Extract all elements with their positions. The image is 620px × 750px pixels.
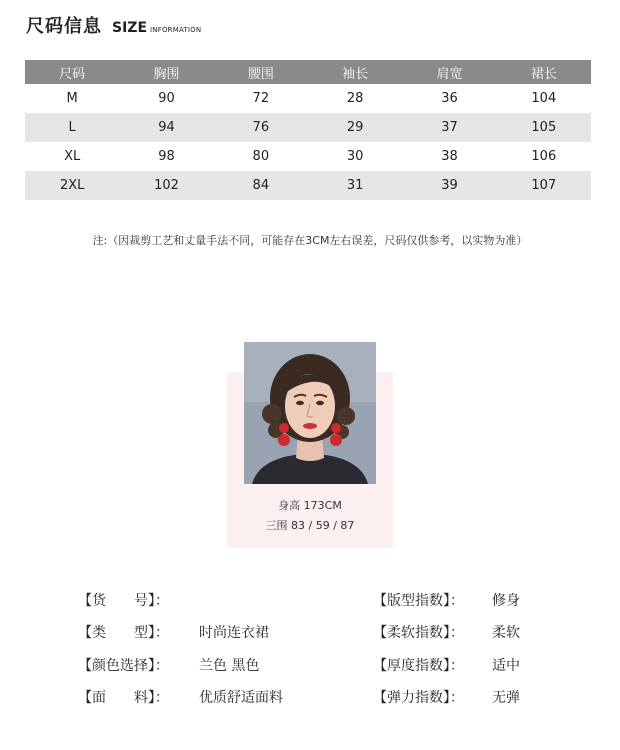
column-header-size: 尺码	[25, 60, 119, 84]
table-cell: 38	[402, 142, 496, 171]
table-cell: XL	[25, 142, 119, 171]
column-header-waist: 腰围	[214, 60, 308, 84]
column-header-sleeve: 袖长	[308, 60, 402, 84]
table-cell: 36	[402, 84, 496, 113]
model-info	[227, 496, 393, 536]
spec-label-softness: 【柔软指数】：	[373, 625, 464, 641]
table-cell: 94	[119, 113, 213, 142]
spec-value-thickness: 适中	[492, 658, 520, 674]
size-note: 注:（因裁剪工艺和丈量手法不同，可能存在3CM左右误差，尺码仅供参考，以实物为准）	[92, 234, 528, 247]
spec-value-softness: 柔软	[492, 625, 520, 641]
table-row	[25, 113, 591, 142]
table-row	[25, 84, 591, 113]
spec-row	[0, 655, 620, 685]
spec-value-type: 时尚连衣裙	[199, 625, 269, 641]
spec-label-thickness: 【厚度指数】：	[373, 658, 464, 674]
spec-label-item-number: 【货 号】：	[78, 593, 169, 609]
table-row	[25, 171, 591, 200]
section-title-en-small: INFORMATION	[150, 26, 202, 34]
table-cell: 28	[308, 84, 402, 113]
spec-label-fit: 【版型指数】：	[373, 593, 464, 609]
table-row	[25, 142, 591, 171]
spec-label-colors: 【颜色选择】：	[78, 658, 169, 674]
spec-row	[0, 590, 620, 620]
column-header-length: 裙长	[497, 60, 591, 84]
table-cell: 98	[119, 142, 213, 171]
table-cell: 105	[497, 113, 591, 142]
table-cell: 29	[308, 113, 402, 142]
table-cell: 2XL	[25, 171, 119, 200]
size-table-header-row	[25, 60, 591, 84]
spec-label-type: 【类 型】：	[78, 625, 169, 641]
table-cell: 72	[214, 84, 308, 113]
column-header-shoulder: 肩宽	[402, 60, 496, 84]
spec-row	[0, 687, 620, 717]
table-cell: 107	[497, 171, 591, 200]
table-cell: 30	[308, 142, 402, 171]
size-table	[25, 60, 591, 200]
spec-value-elasticity: 无弹	[492, 690, 520, 706]
section-header	[26, 12, 201, 42]
spec-label-fabric: 【面 料】：	[78, 690, 169, 706]
spec-row	[0, 622, 620, 652]
table-cell: 90	[119, 84, 213, 113]
spec-value-colors: 兰色 黑色	[199, 658, 260, 674]
table-cell: M	[25, 84, 119, 113]
column-header-bust: 胸围	[119, 60, 213, 84]
table-cell: 102	[119, 171, 213, 200]
spec-value-fit: 修身	[492, 593, 520, 609]
section-title-en: SIZE	[112, 20, 148, 36]
section-title-cn: 尺码信息	[26, 16, 102, 37]
table-cell: 104	[497, 84, 591, 113]
spec-value-fabric: 优质舒适面料	[199, 690, 283, 706]
table-cell: 106	[497, 142, 591, 171]
model-measurements: 三围 83 / 59 / 87	[265, 519, 355, 532]
model-photo	[244, 342, 376, 484]
table-cell: 84	[214, 171, 308, 200]
model-height: 身高 173CM	[278, 499, 342, 512]
table-cell: 76	[214, 113, 308, 142]
table-cell: 37	[402, 113, 496, 142]
table-cell: L	[25, 113, 119, 142]
table-cell: 31	[308, 171, 402, 200]
table-cell: 39	[402, 171, 496, 200]
spec-label-elasticity: 【弹力指数】：	[373, 690, 464, 706]
table-cell: 80	[214, 142, 308, 171]
